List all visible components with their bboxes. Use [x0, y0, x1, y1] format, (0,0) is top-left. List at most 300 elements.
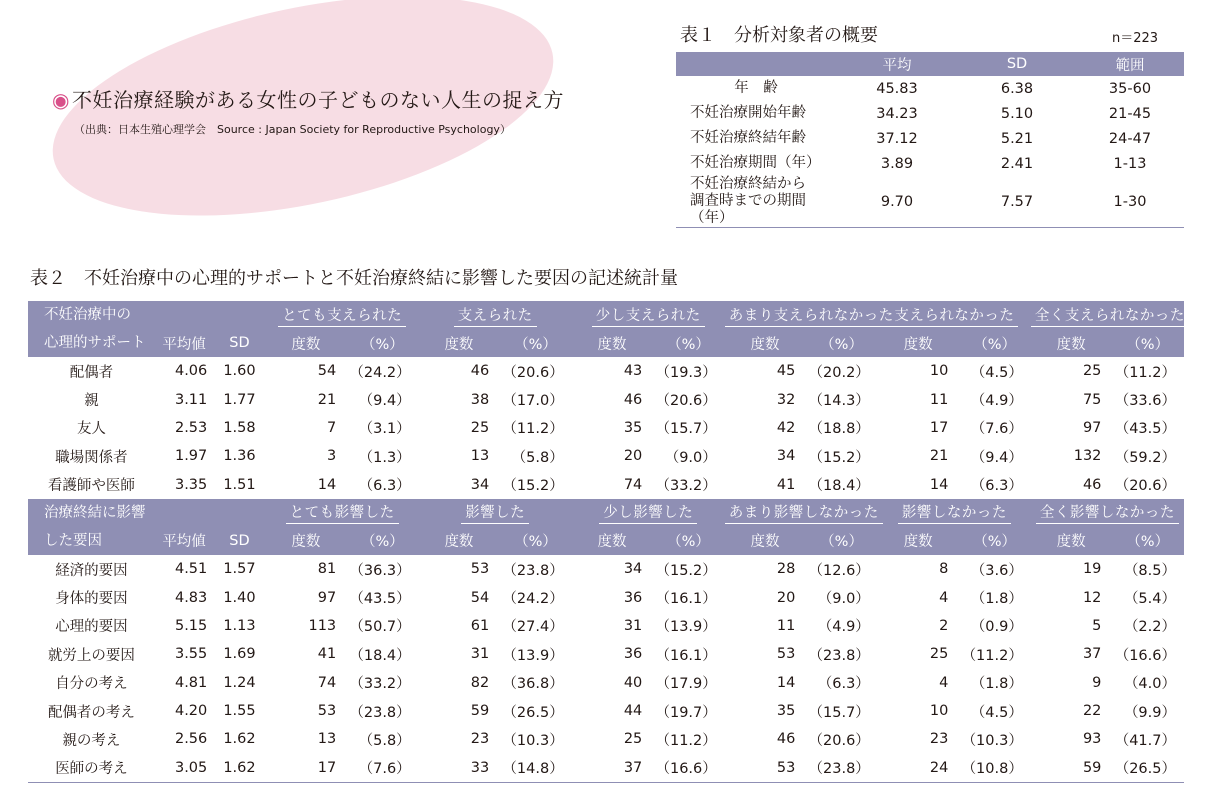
percent-cell: （14.3）: [808, 393, 870, 410]
count-cell: 41: [776, 476, 796, 493]
percent-cell: （17.0）: [502, 393, 564, 410]
table-row: [676, 126, 1184, 151]
count-cell: 10: [929, 363, 949, 380]
row-label: 不妊治療終結年齢: [690, 130, 806, 146]
bullet-icon: ◉: [52, 88, 70, 112]
percent-cell: （15.2）: [655, 562, 717, 579]
count-cell: 31: [470, 646, 490, 663]
percent-cell: （11.2）: [961, 647, 1023, 664]
count-cell: 20: [776, 589, 796, 606]
mean-cell: 4.06: [174, 363, 208, 380]
count-cell: 3: [326, 448, 337, 465]
count-cell: 2: [939, 617, 949, 634]
count-cell: 41: [317, 646, 337, 663]
count-cell: 97: [1082, 419, 1102, 436]
count-cell: 36: [623, 646, 643, 663]
category-header: [725, 499, 878, 527]
count-cell: 12: [1082, 589, 1102, 606]
count-cell: 13: [470, 448, 490, 465]
percent-cell: （9.9）: [1123, 704, 1176, 721]
row-label: 年 齢: [734, 80, 778, 96]
percent-cell: （24.2）: [349, 364, 411, 381]
table-row: [676, 176, 1184, 228]
count-cell: 132: [1073, 448, 1102, 465]
count-cell: 54: [317, 363, 337, 380]
category-title: 影響しなかった: [898, 501, 1011, 524]
row-label: 職場関係者: [55, 449, 128, 466]
table1-header-sd: SD: [958, 52, 1076, 76]
table1-overview: [676, 52, 1184, 228]
mean-cell: 2.53: [174, 419, 208, 436]
percent-cell: （10.8）: [958, 754, 1031, 783]
sd-cell: 1.77: [223, 391, 256, 408]
percent-cell: （18.8）: [808, 421, 870, 438]
table-row: [28, 385, 1184, 413]
count-cell: 31: [623, 617, 643, 634]
percent-cell: （13.9）: [655, 619, 717, 636]
percent-cell: （0.9）: [970, 619, 1023, 636]
count-cell: 8: [939, 561, 949, 578]
percent-cell: （33.2）: [349, 676, 411, 693]
category-title: 少し支えられた: [592, 304, 705, 327]
percent-cell: （1.3）: [358, 449, 411, 466]
count-cell: 59: [470, 703, 490, 720]
count-cell: 13: [317, 731, 337, 748]
range-cell: 24-47: [1108, 130, 1152, 147]
count-cell: 113: [308, 617, 337, 634]
percent-header: （%）: [805, 527, 878, 555]
count-cell: 40: [623, 674, 643, 691]
count-cell: 46: [776, 731, 796, 748]
sd-cell: 1.40: [223, 589, 256, 606]
percent-cell: （23.8）: [808, 647, 870, 664]
row-label: 友人: [76, 421, 106, 438]
count-cell: 35: [623, 419, 643, 436]
percent-cell: （16.1）: [655, 591, 717, 608]
row-label: 心理的要因: [55, 619, 128, 636]
category-header: [572, 499, 725, 527]
page-title: [52, 84, 564, 113]
range-cell: 21-45: [1108, 105, 1152, 122]
sd-header: SD: [213, 329, 265, 357]
percent-cell: （20.6）: [808, 732, 870, 749]
sd-cell: 1.62: [223, 731, 256, 748]
percent-cell: （36.8）: [502, 676, 564, 693]
percent-cell: （15.7）: [655, 421, 717, 438]
category-title: 影響した: [461, 501, 529, 524]
count-cell: 97: [317, 589, 337, 606]
category-header: [419, 301, 572, 329]
count-cell: 21: [317, 391, 337, 408]
sd-cell: 1.60: [223, 363, 256, 380]
count-cell: 14: [776, 674, 796, 691]
percent-cell: （1.8）: [970, 676, 1023, 693]
percent-cell: （16.6）: [652, 754, 725, 783]
percent-cell: （18.4）: [349, 647, 411, 664]
percent-cell: （27.4）: [502, 619, 564, 636]
mean-cell: 37.12: [876, 130, 918, 147]
table-row: [28, 414, 1184, 442]
percent-cell: （19.7）: [655, 704, 717, 721]
percent-cell: （24.2）: [502, 591, 564, 608]
row-label: 医師の考え: [28, 754, 155, 783]
sd-cell: 7.57: [958, 176, 1076, 228]
count-cell: 11: [929, 391, 949, 408]
sd-cell: 5.10: [1000, 105, 1034, 122]
count-cell: 43: [623, 363, 643, 380]
percent-cell: （14.8）: [499, 754, 572, 783]
count-cell: 7: [326, 419, 337, 436]
count-cell: 34: [623, 561, 643, 578]
percent-cell: （19.3）: [655, 364, 717, 381]
percent-cell: （9.4）: [970, 449, 1023, 466]
category-header: [1031, 301, 1184, 329]
count-cell: 21: [929, 448, 949, 465]
source-note: （出典：日本生殖心理学会 Source : Japan Society for Reproductive Psychology）: [74, 123, 511, 136]
table-row: [28, 442, 1184, 470]
mean-cell: 4.83: [174, 589, 208, 606]
mean-cell: 3.35: [174, 476, 208, 493]
category-header: [572, 301, 725, 329]
count-cell: 74: [317, 674, 337, 691]
mean-cell: 9.70: [836, 176, 958, 228]
category-title: 少し影響した: [599, 501, 697, 524]
table-row: [28, 640, 1184, 668]
mean-cell: 45.83: [876, 80, 918, 97]
percent-cell: （59.2）: [1114, 449, 1176, 466]
table-row: [28, 357, 1184, 385]
count-cell: 34: [470, 476, 490, 493]
row-label: 就労上の要因: [47, 647, 135, 664]
percent-cell: （11.2）: [502, 421, 564, 438]
count-cell: 54: [470, 589, 490, 606]
percent-cell: （9.0）: [817, 591, 870, 608]
percent-header: （%）: [346, 527, 419, 555]
table-row: [28, 583, 1184, 611]
sd-cell: 2.41: [1000, 155, 1034, 172]
sd-cell: 1.51: [223, 476, 256, 493]
mean-cell: 4.81: [174, 674, 208, 691]
count-cell: 37: [1082, 646, 1102, 663]
percent-header: （%）: [499, 329, 572, 357]
percent-cell: （18.4）: [808, 478, 870, 495]
percent-header: （%）: [1111, 329, 1184, 357]
table2-subheader-row: [28, 329, 1184, 357]
category-title: 全く影響しなかった: [1036, 501, 1179, 524]
count-header: 度数: [878, 329, 959, 357]
percent-cell: （13.9）: [502, 647, 564, 664]
count-cell: 82: [470, 674, 490, 691]
range-cell: 35-60: [1108, 80, 1152, 97]
category-title: あまり支えられなかった: [725, 304, 898, 327]
header-spacer: [155, 301, 266, 329]
row-label: 身体的要因: [55, 591, 128, 608]
count-cell: 34: [776, 448, 796, 465]
sd-cell: 1.13: [223, 617, 256, 634]
percent-cell: （6.3）: [358, 478, 411, 495]
count-header: 度数: [1031, 329, 1112, 357]
table2-header-row: [28, 499, 1184, 527]
count-cell: 53: [725, 754, 806, 783]
count-cell: 93: [1082, 731, 1102, 748]
mean-cell: 1.97: [174, 448, 208, 465]
row-label-line2: 調査時までの期間（年）: [690, 193, 806, 226]
percent-cell: （11.2）: [655, 732, 717, 749]
percent-header: （%）: [805, 329, 878, 357]
sd-cell: 1.24: [223, 674, 256, 691]
sd-cell: 1.58: [223, 419, 256, 436]
table-row: [676, 101, 1184, 126]
percent-cell: （6.3）: [817, 676, 870, 693]
percent-cell: （41.7）: [1114, 732, 1176, 749]
count-cell: 25: [1082, 363, 1102, 380]
category-title: 全く支えられなかった: [1031, 304, 1189, 327]
table-row: [28, 669, 1184, 697]
row-label: 自分の考え: [55, 676, 128, 693]
percent-cell: （5.8）: [511, 449, 564, 466]
count-cell: 75: [1082, 391, 1102, 408]
sd-cell: 6.38: [1000, 80, 1034, 97]
table1-header-row: [676, 52, 1184, 76]
section-label-line2: した要因: [44, 532, 102, 549]
table1-header-mean: 平均: [836, 52, 958, 76]
count-cell: 36: [623, 589, 643, 606]
percent-cell: （8.5）: [1123, 562, 1176, 579]
sd-cell: 1.62: [213, 754, 265, 783]
row-label: 不妊治療開始年齢: [690, 105, 806, 121]
percent-cell: （26.5）: [1111, 754, 1184, 783]
table1-header-range: 範囲: [1076, 52, 1184, 76]
category-title: とても影響した: [286, 501, 399, 524]
mean-cell: 5.15: [174, 617, 208, 634]
row-label: 配偶者: [69, 364, 114, 381]
percent-header: （%）: [1111, 527, 1184, 555]
percent-cell: （20.2）: [808, 364, 870, 381]
percent-cell: （15.7）: [808, 704, 870, 721]
percent-header: （%）: [346, 329, 419, 357]
percent-cell: （20.6）: [655, 393, 717, 410]
count-cell: 53: [317, 703, 337, 720]
percent-cell: （15.2）: [502, 478, 564, 495]
mean-header: 平均値: [155, 527, 213, 555]
category-header: [725, 301, 894, 329]
count-cell: 14: [929, 476, 949, 493]
category-header: [266, 499, 419, 527]
count-cell: 19: [1082, 561, 1102, 578]
mean-cell: 3.89: [880, 155, 914, 172]
count-cell: 61: [470, 617, 490, 634]
range-cell: 1-13: [1113, 155, 1147, 172]
count-header: 度数: [725, 527, 806, 555]
percent-cell: （17.9）: [655, 676, 717, 693]
percent-cell: （26.5）: [502, 704, 564, 721]
count-cell: 25: [470, 419, 490, 436]
percent-cell: （11.2）: [1114, 364, 1176, 381]
table-row: [676, 76, 1184, 101]
category-header: [419, 499, 572, 527]
percent-cell: （10.3）: [961, 732, 1023, 749]
mean-cell: 3.55: [174, 646, 208, 663]
count-cell: 35: [776, 703, 796, 720]
category-title: とても支えられた: [278, 304, 406, 327]
count-cell: 53: [776, 646, 796, 663]
range-cell: 1-30: [1076, 176, 1184, 228]
count-cell: 20: [623, 448, 643, 465]
count-cell: 46: [1082, 476, 1102, 493]
count-cell: 4: [939, 589, 949, 606]
count-cell: 37: [572, 754, 653, 783]
mean-cell: 3.05: [155, 754, 213, 783]
count-cell: 23: [470, 731, 490, 748]
table2-header-row: [28, 301, 1184, 329]
percent-cell: （1.8）: [970, 591, 1023, 608]
count-cell: 38: [470, 391, 490, 408]
percent-cell: （9.4）: [358, 393, 411, 410]
section-label-line1: 不妊治療中の: [44, 307, 131, 323]
percent-cell: （4.9）: [817, 619, 870, 636]
percent-cell: （23.8）: [805, 754, 878, 783]
table-row: [28, 754, 1184, 783]
percent-cell: （4.5）: [970, 704, 1023, 721]
count-cell: 42: [776, 419, 796, 436]
table-row: [28, 471, 1184, 499]
count-cell: 17: [266, 754, 347, 783]
mean-cell: 4.20: [174, 703, 208, 720]
count-cell: 9: [1092, 674, 1102, 691]
table2-caption: 表２ 不妊治療中の心理的サポートと不妊治療終結に影響した要因の記述統計量: [30, 268, 678, 289]
count-header: 度数: [725, 329, 806, 357]
row-label: 親の考え: [62, 732, 121, 749]
row-label: 配偶者の考え: [47, 704, 135, 721]
count-cell: 25: [929, 646, 949, 663]
count-header: 度数: [266, 329, 347, 357]
mean-cell: 34.23: [876, 105, 918, 122]
percent-cell: （33.2）: [655, 478, 717, 495]
percent-cell: （3.6）: [970, 562, 1023, 579]
percent-cell: （23.8）: [349, 704, 411, 721]
row-label: [676, 176, 836, 228]
count-header: 度数: [419, 329, 500, 357]
category-title: あまり影響しなかった: [725, 501, 883, 524]
table2-subheader-row: [28, 527, 1184, 555]
count-cell: 74: [623, 476, 643, 493]
percent-header: （%）: [958, 527, 1031, 555]
percent-cell: （36.3）: [349, 562, 411, 579]
count-cell: 25: [623, 731, 643, 748]
count-header: 度数: [419, 527, 500, 555]
table-row: [676, 151, 1184, 176]
percent-cell: （20.6）: [1114, 478, 1176, 495]
percent-cell: （23.8）: [502, 562, 564, 579]
section-label-line2: 心理的サポート: [44, 335, 146, 351]
row-label: 経済的要因: [55, 562, 128, 579]
percent-cell: （43.5）: [1114, 421, 1176, 438]
count-cell: 23: [929, 731, 949, 748]
percent-cell: （33.6）: [1114, 393, 1176, 410]
table-row: [28, 612, 1184, 640]
percent-cell: （50.7）: [349, 619, 411, 636]
category-title: 支えられなかった: [890, 304, 1018, 327]
mean-cell: 2.56: [174, 731, 208, 748]
percent-cell: （16.6）: [1114, 647, 1176, 664]
row-label-line1: 不妊治療終結から: [690, 176, 806, 192]
count-cell: 46: [470, 363, 490, 380]
percent-cell: （6.3）: [970, 478, 1023, 495]
percent-cell: （43.5）: [349, 591, 411, 608]
percent-cell: （20.6）: [502, 364, 564, 381]
percent-cell: （15.2）: [808, 449, 870, 466]
count-header: 度数: [1031, 527, 1112, 555]
count-cell: 14: [317, 476, 337, 493]
page-title-text: 不妊治療経験がある女性の子どものない人生の捉え方: [71, 88, 564, 112]
row-label: 看護師や医師: [47, 478, 135, 495]
mean-header: 平均値: [155, 329, 213, 357]
count-header: 度数: [572, 527, 653, 555]
percent-cell: （9.0）: [664, 449, 717, 466]
row-label: 親: [84, 393, 99, 410]
mean-cell: 4.51: [174, 561, 208, 578]
section-label-line1: 治療終結に影響: [44, 504, 146, 521]
table2-descriptive-stats: [28, 301, 1184, 783]
count-cell: 44: [623, 703, 643, 720]
sd-cell: 1.36: [223, 448, 256, 465]
category-header: [1031, 499, 1184, 527]
count-header: 度数: [878, 527, 959, 555]
category-header: [266, 301, 419, 329]
sd-cell: 5.21: [1000, 130, 1034, 147]
percent-cell: （4.0）: [1123, 676, 1176, 693]
count-cell: 46: [623, 391, 643, 408]
percent-cell: （16.1）: [655, 647, 717, 664]
count-cell: 10: [929, 703, 949, 720]
count-cell: 24: [878, 754, 959, 783]
count-cell: 17: [929, 419, 949, 436]
table1-caption: 表１ 分析対象者の概要: [680, 25, 878, 46]
count-cell: 33: [419, 754, 500, 783]
count-cell: 11: [776, 617, 796, 634]
category-title: 支えられた: [454, 304, 537, 327]
count-cell: 4: [939, 674, 949, 691]
count-cell: 59: [1031, 754, 1112, 783]
sd-header: SD: [213, 527, 265, 555]
sd-cell: 1.55: [223, 703, 256, 720]
count-cell: 32: [776, 391, 796, 408]
count-cell: 28: [776, 561, 796, 578]
count-cell: 5: [1092, 617, 1102, 634]
percent-cell: （5.8）: [358, 732, 411, 749]
percent-header: （%）: [499, 527, 572, 555]
percent-cell: （10.3）: [502, 732, 564, 749]
header-spacer: [155, 499, 266, 527]
count-cell: 45: [776, 363, 796, 380]
percent-cell: （2.2）: [1123, 619, 1176, 636]
section-label: [28, 301, 155, 357]
table-row: [28, 555, 1184, 583]
percent-header: （%）: [652, 527, 725, 555]
count-header: 度数: [572, 329, 653, 357]
table-row: [28, 725, 1184, 753]
sd-cell: 1.57: [223, 561, 256, 578]
table1-sample-size: n＝223: [1112, 31, 1159, 46]
table-row: [28, 697, 1184, 725]
count-header: 度数: [266, 527, 347, 555]
mean-cell: 3.11: [174, 391, 208, 408]
sd-cell: 1.69: [223, 646, 256, 663]
percent-cell: （4.9）: [970, 393, 1023, 410]
section-label: [28, 499, 155, 555]
percent-cell: （7.6）: [346, 754, 419, 783]
row-label: 不妊治療期間（年）: [690, 155, 821, 171]
